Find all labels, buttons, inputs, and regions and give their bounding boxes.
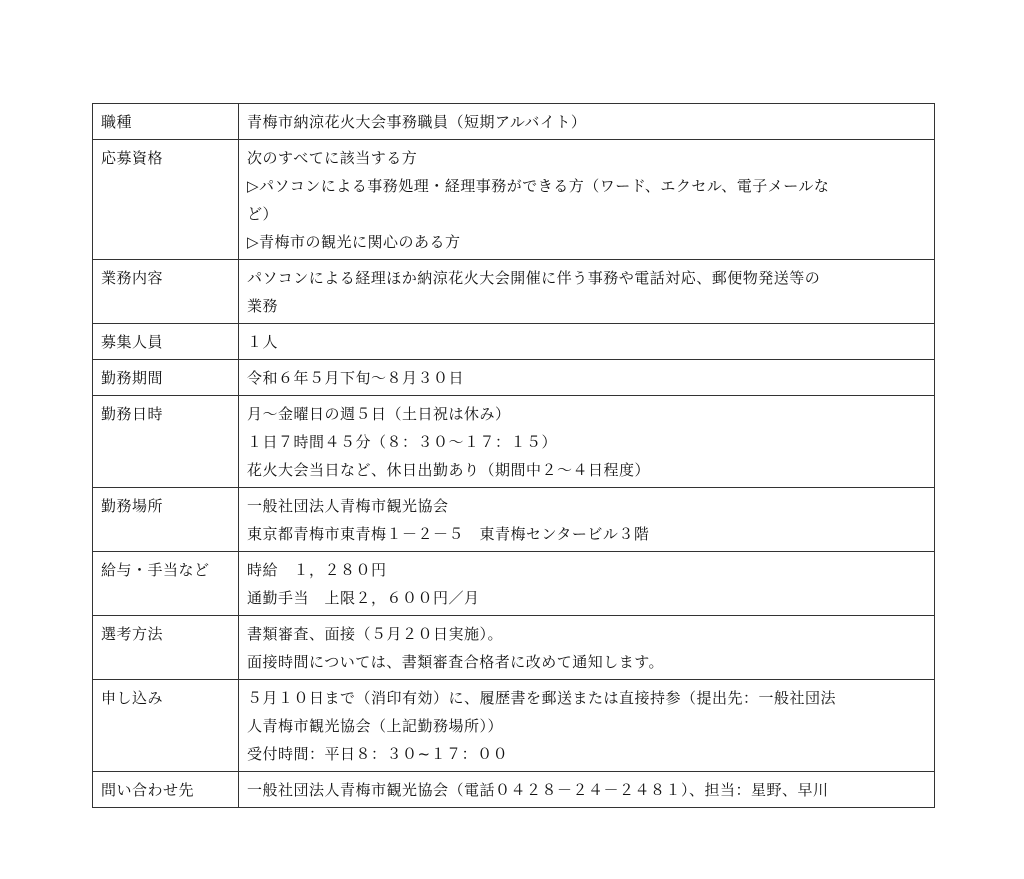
value-line: 月～金曜日の週５日（土日祝は休み）	[247, 405, 511, 423]
value-line: 次のすべてに該当する方	[247, 149, 418, 167]
table-row	[93, 552, 935, 616]
row-label: 選考方法	[93, 616, 239, 680]
value-line: 東京都青梅市東青梅１－２－５ 東青梅センタービル３階	[247, 525, 650, 543]
table-row	[93, 396, 935, 488]
row-label: 問い合わせ先	[93, 772, 239, 808]
value-line: ▷青梅市の観光に関心のある方	[247, 233, 461, 251]
row-value	[239, 260, 935, 324]
row-value	[239, 104, 935, 140]
row-label: 業務内容	[93, 260, 239, 324]
value-line: 時給 １，２８０円	[247, 561, 387, 579]
row-label: 職種	[93, 104, 239, 140]
value-line: 受付時間：平日８：３０~１７：００	[247, 745, 509, 763]
row-value	[239, 680, 935, 772]
recruitment-info-sheet	[92, 103, 934, 808]
row-label: 給与・手当など	[93, 552, 239, 616]
row-value	[239, 616, 935, 680]
value-line: 花火大会当日など、休日出勤あり（期間中２～４日程度）	[247, 461, 651, 479]
value-line: ど）	[247, 205, 279, 223]
table-row	[93, 260, 935, 324]
value-line: ５月１０日まで（消印有効）に、履歴書を郵送または直接持参（提出先：一般社団法	[247, 689, 837, 707]
row-value	[239, 488, 935, 552]
value-line: 一般社団法人青梅市観光協会	[247, 497, 449, 515]
value-line: 面接時間については、書類審査合格者に改めて通知します。	[247, 653, 665, 671]
table-row	[93, 680, 935, 772]
value-line: ▷パソコンによる事務処理・経理事務ができる方（ワード、エクセル、電子メールな	[247, 177, 830, 195]
row-value	[239, 396, 935, 488]
value-line: １日７時間４５分（８：３０～１７：１５）	[247, 433, 558, 451]
value-line: 令和６年５月下旬～８月３０日	[247, 369, 465, 387]
value-line: 一般社団法人青梅市観光協会（電話０４２８－２４－２４８１）、担当：星野、早川	[247, 781, 829, 799]
row-value	[239, 360, 935, 396]
row-value	[239, 140, 935, 260]
value-line: 通勤手当 上限２，６００円／月	[247, 589, 480, 607]
row-label: 申し込み	[93, 680, 239, 772]
row-label: 応募資格	[93, 140, 239, 260]
table-row	[93, 104, 935, 140]
table-row	[93, 488, 935, 552]
row-value	[239, 552, 935, 616]
value-line: 書類審査、面接（５月２０日実施）。	[247, 625, 504, 643]
value-line: 人青梅市観光協会（上記勤務場所））	[247, 717, 504, 735]
table-row	[93, 140, 935, 260]
table-row	[93, 324, 935, 360]
row-label: 勤務日時	[93, 396, 239, 488]
row-label: 勤務場所	[93, 488, 239, 552]
row-value	[239, 324, 935, 360]
row-value	[239, 772, 935, 808]
recruitment-info-table	[92, 103, 935, 808]
value-line: 業務	[247, 297, 279, 315]
table-row	[93, 360, 935, 396]
table-row	[93, 616, 935, 680]
table-row	[93, 772, 935, 808]
value-line: １人	[247, 333, 279, 351]
row-label: 勤務期間	[93, 360, 239, 396]
value-line: パソコンによる経理ほか納涼花火大会開催に伴う事務や電話対応、郵便物発送等の	[247, 269, 821, 287]
row-label: 募集人員	[93, 324, 239, 360]
value-line: 青梅市納涼花火大会事務職員（短期アルバイト）	[247, 113, 587, 131]
